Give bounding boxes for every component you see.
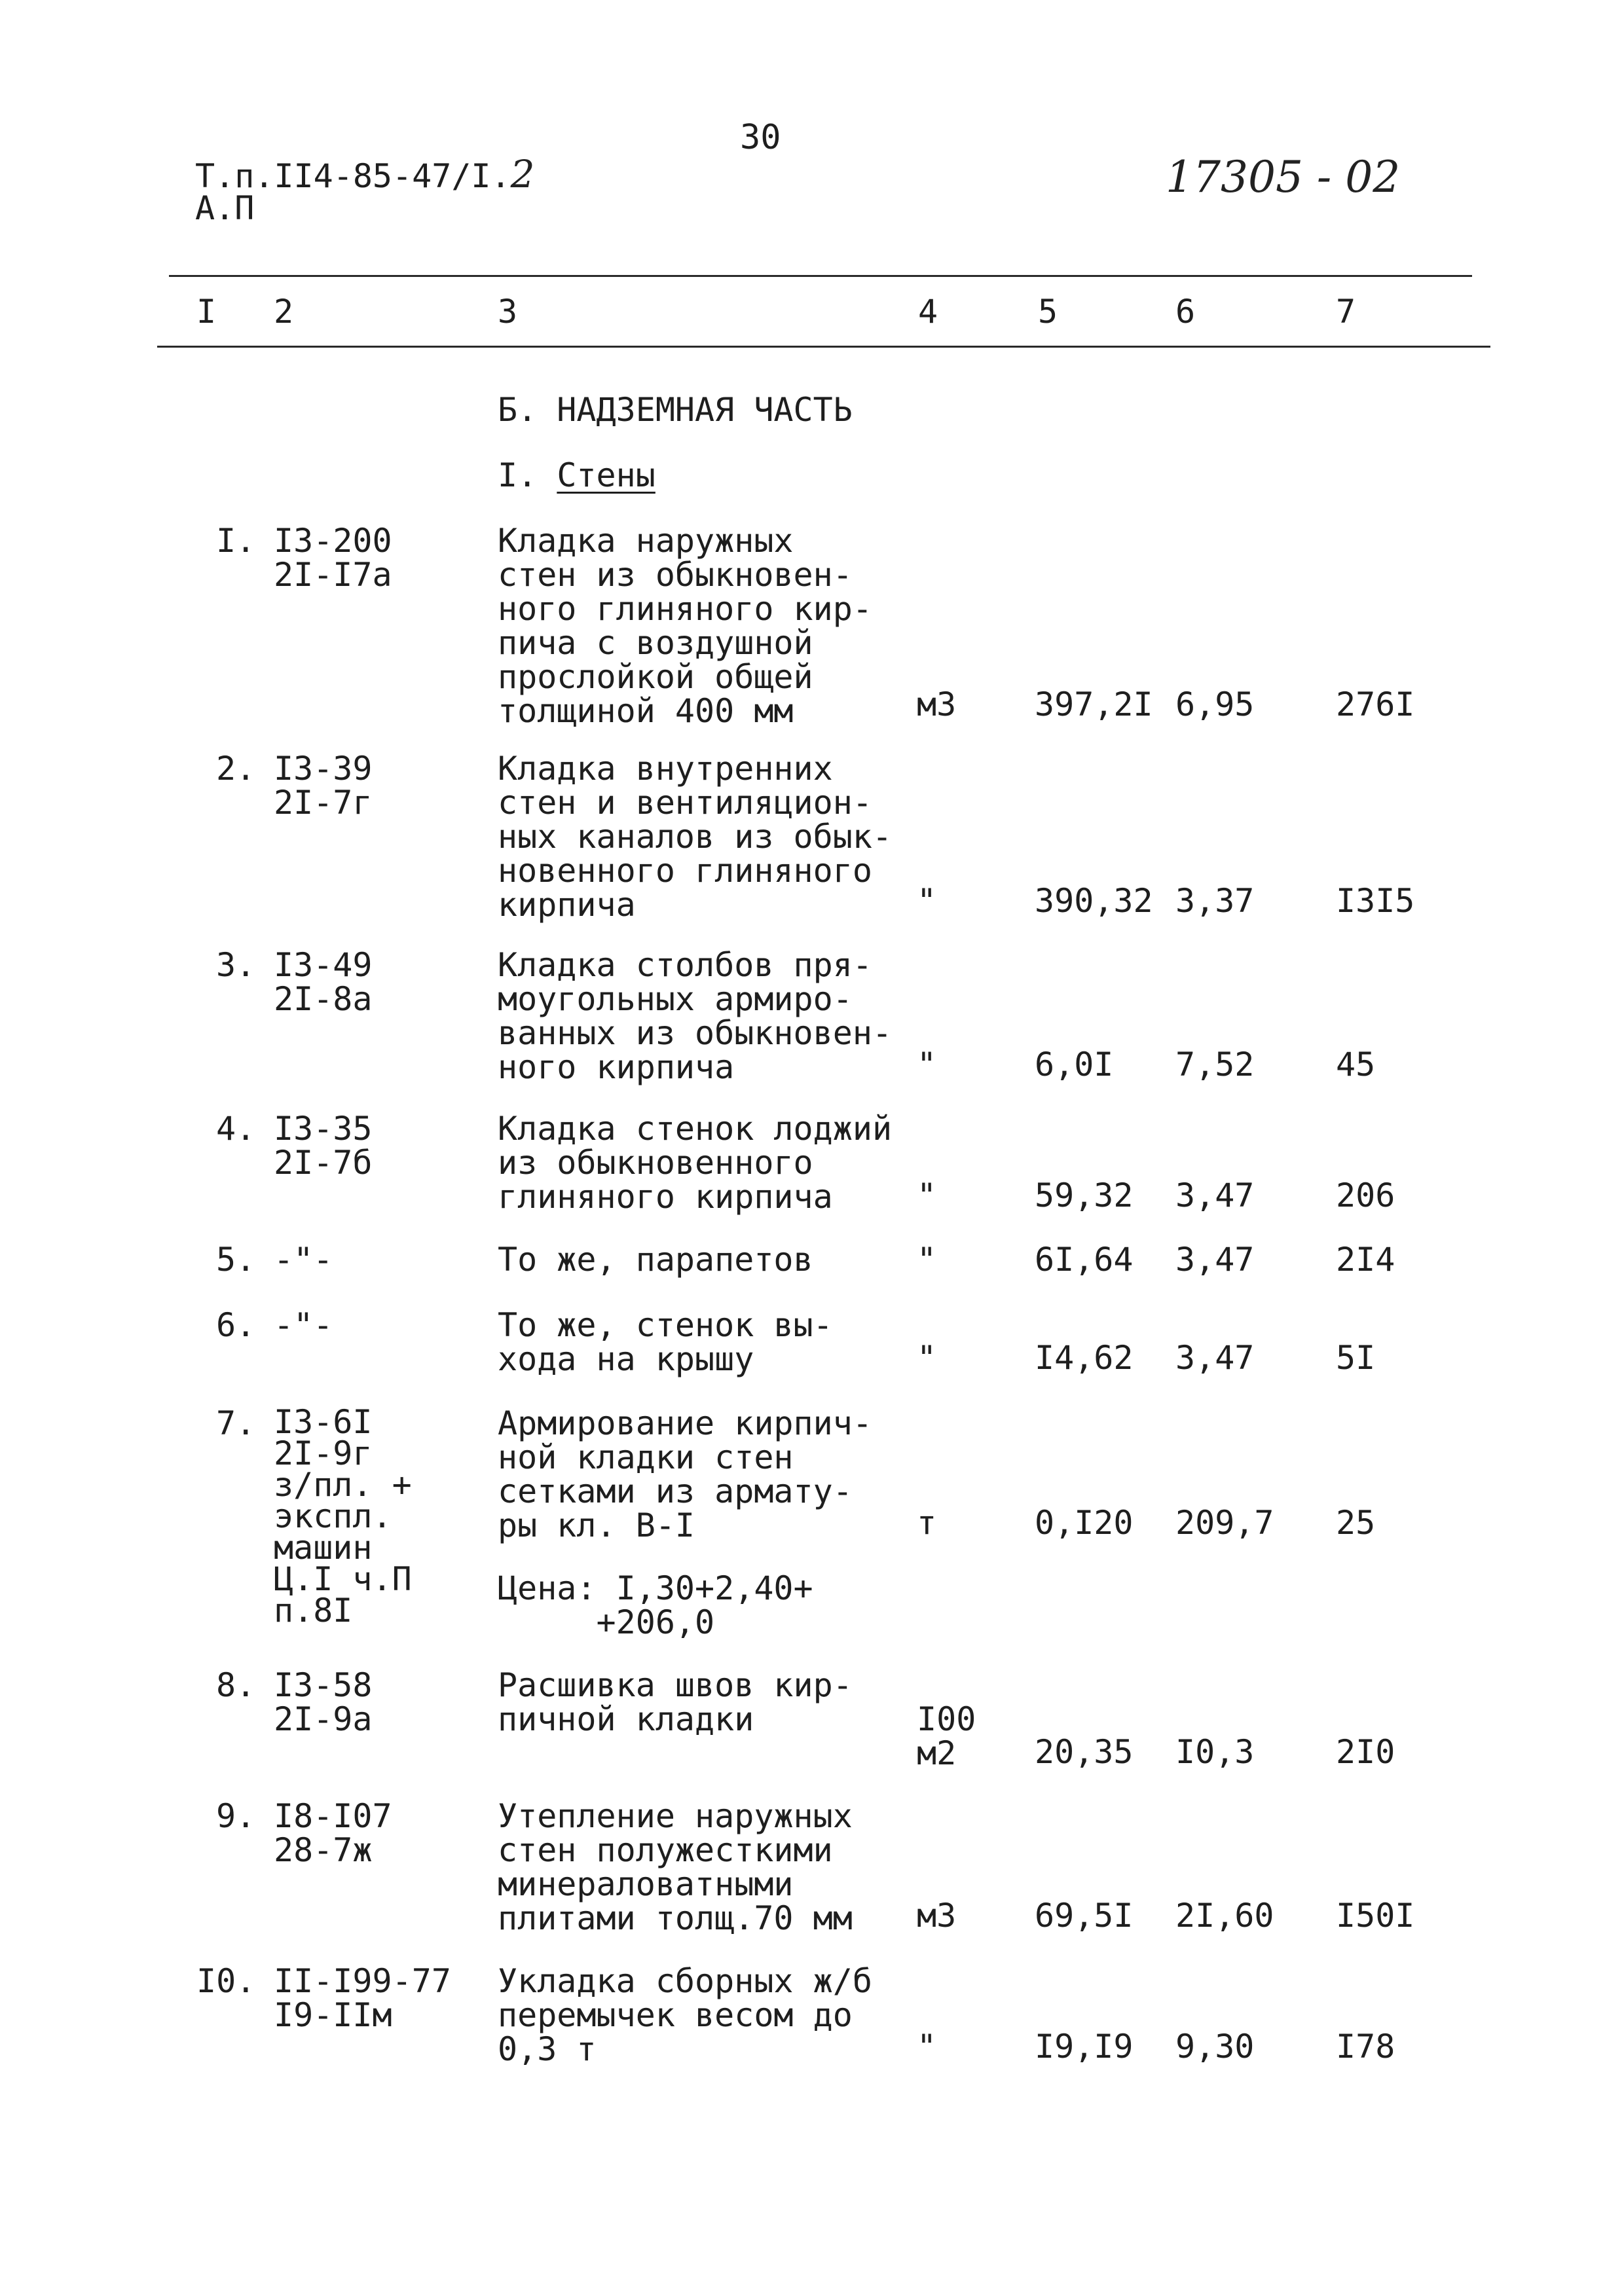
row-description: То же, стенок вы- хода на крышу (498, 1306, 833, 1378)
row-unit-price: 3,47 (1175, 1241, 1255, 1279)
row-description: Утепление наружных стен полужесткими минераловатными плитами толщ.70 мм (498, 1797, 853, 1937)
row-description: Кладка столбов пря- моугольных армиро- ванных из обыкновен- ного кирпича (498, 946, 893, 1086)
column-header-2: 2 (274, 293, 294, 331)
row-norm-code: I3-200 2I-I7a (274, 522, 392, 594)
row-total: I78 (1336, 2028, 1395, 2066)
row-description: Кладка стенок лоджий из обыкновенного глиняного кирпича (498, 1110, 893, 1216)
row-norm-code: II-I99-77 I9-IIм (274, 1962, 451, 2034)
row-unit-price: 3,37 (1175, 882, 1255, 920)
column-header-7: 7 (1336, 293, 1356, 331)
row-description: Расшивка швов кир- пичной кладки (498, 1666, 853, 1738)
document-code-text: Т.п.II4-85-47/I. (195, 157, 511, 195)
row-number: 8. (216, 1666, 256, 1704)
row-price-formula: Цена: I,30+2,40+ +206,0 (498, 1569, 813, 1641)
row-quantity: I9,I9 (1035, 2028, 1134, 2066)
row-unit-price: 9,30 (1175, 2028, 1255, 2066)
column-header-3: 3 (498, 293, 518, 331)
row-unit: м3 (917, 1897, 957, 1935)
row-norm-code: I3-39 2I-7г (274, 750, 373, 822)
row-quantity: I4,62 (1035, 1339, 1134, 1377)
row-quantity: 69,5I (1035, 1897, 1134, 1935)
row-unit: м3 (917, 685, 957, 723)
row-norm-code: I3-49 2I-8a (274, 946, 373, 1018)
row-number: 7. (216, 1404, 256, 1442)
row-unit-price: 209,7 (1175, 1504, 1274, 1542)
row-number: I0. (196, 1962, 256, 2000)
column-header-1: I (196, 293, 217, 331)
row-description: Армирование кирпич- ной кладки стен сетками из армату- ры кл. В-I (498, 1404, 872, 1544)
row-unit: т (917, 1504, 937, 1542)
row-number: 5. (216, 1241, 256, 1279)
row-unit-price: I0,3 (1175, 1733, 1255, 1771)
row-quantity: 0,I20 (1035, 1504, 1134, 1542)
row-total: 25 (1336, 1504, 1376, 1542)
document-code-subline: А.П (195, 189, 255, 227)
row-quantity: 6,0I (1035, 1046, 1114, 1084)
row-unit: " (917, 1241, 937, 1279)
row-unit: " (917, 1176, 937, 1214)
row-number: 2. (216, 750, 256, 788)
row-unit: I00 м2 (917, 1700, 976, 1772)
row-unit-price: 3,47 (1175, 1176, 1255, 1214)
sheet-stamp: 17305 - 02 (1166, 152, 1401, 202)
row-unit: " (917, 1046, 937, 1084)
row-number: 6. (216, 1306, 256, 1344)
header-top-rule (169, 275, 1472, 277)
row-quantity: 397,2I (1035, 685, 1153, 723)
column-header-5: 5 (1038, 293, 1058, 331)
column-header-4: 4 (918, 293, 938, 331)
row-unit-price: 2I,60 (1175, 1897, 1274, 1935)
row-norm-code: I3-58 2I-9a (274, 1666, 373, 1738)
row-number: 9. (216, 1797, 256, 1835)
row-norm-code: I3-6I 2I-9г з/пл. + экспл. машин Ц.I ч.П п.8I (274, 1403, 412, 1630)
row-quantity: 20,35 (1035, 1733, 1134, 1771)
row-unit-price: 3,47 (1175, 1339, 1255, 1377)
subsection-heading (498, 458, 655, 492)
row-total: 206 (1336, 1176, 1395, 1214)
row-total: 5I (1336, 1339, 1376, 1377)
row-total: 2I0 (1336, 1733, 1395, 1771)
row-unit: " (917, 1339, 937, 1377)
row-total: 2I4 (1336, 1241, 1395, 1279)
row-norm-code: I8-I07 28-7ж (274, 1797, 392, 1869)
row-quantity: 59,32 (1035, 1176, 1134, 1214)
document-code (195, 152, 535, 196)
row-total: 276I (1336, 685, 1415, 723)
document-code-handwritten: 2 (510, 152, 535, 196)
row-number: 4. (216, 1110, 256, 1148)
header-bottom-rule (157, 346, 1490, 348)
row-total: I50I (1336, 1897, 1415, 1935)
row-number: I. (216, 522, 256, 560)
row-norm-code: I3-35 2I-7б (274, 1110, 373, 1182)
row-norm-code: -"- (274, 1241, 333, 1279)
row-total: 45 (1336, 1046, 1376, 1084)
row-number: 3. (216, 946, 256, 984)
row-norm-code: -"- (274, 1306, 333, 1344)
row-description: Кладка внутренних стен и вентиляцион- ных каналов из обык- новенного глиняного кирпича (498, 750, 893, 924)
row-unit: " (917, 2028, 937, 2066)
row-description: Укладка сборных ж/б перемычек весом до 0,3 т (498, 1962, 872, 2068)
section-title: Б. НАДЗЕМНАЯ ЧАСТЬ (498, 391, 853, 429)
row-unit-price: 6,95 (1175, 685, 1255, 723)
row-description: Кладка наружных стен из обыкновен- ного глиняного кир- пича с воздушной прослойкой общей толщиной 400 мм (498, 522, 872, 730)
page-number: 30 (740, 118, 781, 157)
row-unit: " (917, 882, 937, 920)
row-description: То же, парапетов (498, 1241, 813, 1279)
row-total: I3I5 (1336, 882, 1415, 920)
row-quantity: 390,32 (1035, 882, 1153, 920)
subsection-title: Стены (557, 456, 655, 494)
row-quantity: 6I,64 (1035, 1241, 1134, 1279)
column-header-6: 6 (1175, 293, 1196, 331)
subsection-number: I. (498, 456, 538, 494)
row-unit-price: 7,52 (1175, 1046, 1255, 1084)
